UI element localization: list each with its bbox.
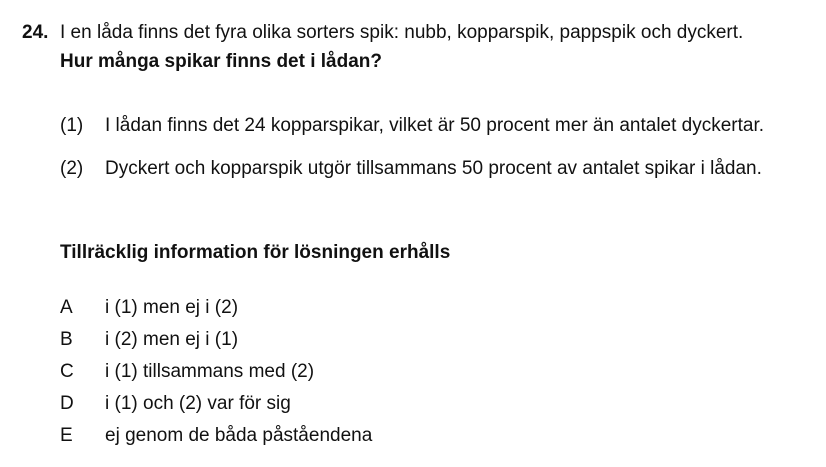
option-letter-c: C (60, 361, 74, 382)
option-text-e: ej genom de båda påståendena (105, 425, 373, 446)
statement-text-2: Dyckert och kopparspik utgör tillsammans 50 procent av antalet spikar i lådan. (105, 158, 762, 179)
option-text-a: i (1) men ej i (2) (105, 297, 239, 318)
statement-text-1: I lådan finns det 24 kopparspikar, vilket är 50 procent mer än antalet dyckertar. (105, 115, 765, 136)
option-letter-e: E (60, 425, 73, 446)
option-text-b: i (2) men ej i (1) (105, 329, 239, 350)
option-text-d: i (1) och (2) var för sig (105, 393, 291, 414)
option-letter-d: D (60, 393, 74, 414)
option-letter-a: A (60, 297, 73, 318)
question-text: I en låda finns det fyra olika sorters spik: nubb, kopparspik, pappspik och dyckert. (60, 22, 744, 43)
option-text-c: i (1) tillsammans med (2) (105, 361, 315, 382)
statement-marker-2: (2) (60, 158, 84, 179)
question-number: 24. (22, 22, 49, 43)
statement-marker-1: (1) (60, 115, 84, 136)
sufficiency-heading: Tillräcklig information för lösningen erhålls (60, 242, 451, 263)
question-prompt: Hur många spikar finns det i lådan? (60, 51, 383, 72)
option-letter-b: B (60, 329, 73, 350)
